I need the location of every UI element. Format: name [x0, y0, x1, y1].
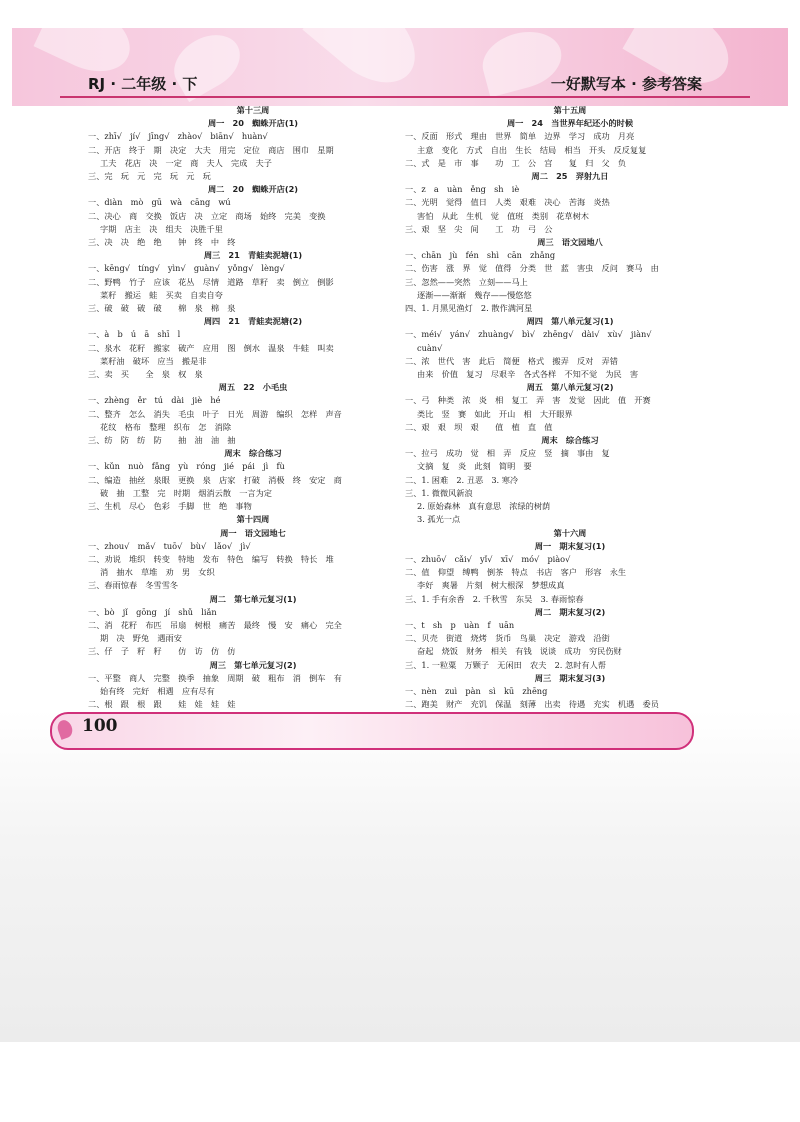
answer-line: 一、平整 商人 完整 换季 抽象 周期 破 粗布 消 倒车 有: [88, 672, 342, 683]
answer-line: 消 抽水 草堆 劝 男 女织: [100, 567, 215, 578]
answer-line: 三、忽然——突然 立刻——马上: [405, 276, 528, 287]
answer-line: 二、野鸭 竹子 应该 花丛 尽情 道路 草籽 卖 倒立 倒影: [88, 276, 334, 287]
answer-line: 二、光明 觉得 值日 人类 艰难 决心 苦海 炎热: [405, 197, 610, 208]
header-title: 一好默写本 · 参考答案: [550, 75, 702, 93]
answer-line: 一、kǔn nuò fǎng yù róng jié pái jì fù: [88, 461, 285, 472]
section-heading: 周三 期末复习(3): [534, 672, 606, 683]
answer-line: 一、zhèng ěr tú dài jiè hé: [88, 395, 221, 406]
section-heading: 周三 第七单元复习(2): [209, 659, 297, 670]
answer-line: 2. 原始森林 真有意思 浓绿的树荫: [417, 501, 551, 512]
answer-line: 期 决 野兔 遇雨安: [100, 633, 182, 644]
answer-line: 类比 竖 赛 如此 开山 相 大开眼界: [417, 408, 573, 419]
answer-line: 一、à b ú ā shī l: [88, 329, 181, 340]
week-heading: 第十四周: [236, 514, 270, 525]
answer-line: cuàn√: [417, 342, 443, 353]
answer-line: 二、贝壳 街道 烧烤 货币 鸟巢 决定 游戏 沿街: [405, 633, 610, 644]
answer-line: 一、t sh p uàn f uān: [405, 619, 515, 630]
section-heading: 周一 语文园地七: [220, 527, 286, 538]
answer-line: 二、浓 世代 害 此后 简便 格式 搬弄 反对 弄错: [405, 355, 618, 366]
week-heading: 第十三周: [236, 105, 270, 115]
header-divider: [60, 96, 750, 98]
answer-line: 二、伤害 涨 界 觉 值得 分类 世 蓝 害虫 反问 赛马 由: [405, 263, 659, 274]
answer-line: 一、弓 种类 浓 炎 相 复工 弄 害 发觉 因此 值 开赛: [405, 395, 651, 406]
answer-line: 一、chān jù fén shì cān zhǎng: [405, 250, 556, 261]
answer-line: 李好 爽暑 片刻 树大根深 梦想成真: [417, 580, 565, 591]
section-heading: 周二 第七单元复习(1): [209, 593, 297, 604]
answer-line: 3. 孤光一点: [417, 514, 461, 525]
answer-line: 二、式 是 市 事 功 工 公 宫 复 归 父 负: [405, 157, 627, 168]
answer-line: 二、决心 商 交换 饭店 决 立定 商场 始终 完美 变换: [88, 210, 326, 221]
section-heading: 周二 25 羿射九日: [531, 171, 609, 182]
section-heading: 周四 21 青蛙卖泥塘(2): [203, 316, 303, 327]
page-bottom-shade: [0, 710, 800, 1042]
answer-line: 逐渐——渐渐 幾存——慢悠悠: [417, 289, 532, 300]
answer-line: 二、劝说 堆织 转变 特地 发布 特色 编写 转换 特长 堆: [88, 553, 334, 564]
section-heading: 周四 第八单元复习(1): [526, 316, 614, 327]
answer-line: 奋起 烧饭 财务 相关 有钱 说谈 成功 穷民伤财: [417, 646, 622, 657]
answer-line: 一、kēng√ tíng√ yìn√ guàn√ yǒng√ lèng√: [88, 263, 285, 274]
answer-line: 三、生机 尽心 色彩 手脚 世 绝 事物: [88, 501, 252, 512]
answer-line: 四、1. 月黑见渔灯 2. 散作满河星: [405, 303, 533, 314]
answer-line: 一、bò jǐ gōng jí shǔ liǎn: [88, 606, 217, 617]
answer-line: 一、zhuō√ cǎi√ yǐ√ xī√ mó√ piào√: [405, 553, 571, 564]
section-heading: 周末 综合练习: [541, 435, 599, 446]
answer-line: 二、艰 艰 坝 艰 值 植 直 值: [405, 421, 553, 432]
answer-line: 二、开店 终于 期 决定 大夫 用完 定位 商店 围巾 星期: [88, 144, 334, 155]
section-heading: 周二 期末复习(2): [534, 606, 606, 617]
answer-line: 花纹 格布 整理 织布 怎 消除: [100, 421, 232, 432]
section-heading: 周一 期末复习(1): [534, 540, 606, 551]
answer-line: 三、春雨惊春 冬雪雪冬: [88, 580, 179, 591]
answer-line: 三、决 决 绝 绝 钟 终 中 终: [88, 237, 236, 248]
answer-line: 三、仔 子 籽 籽 仿 访 仿 仿: [88, 646, 236, 657]
answer-line: 二、泉水 花籽 搬家 破产 应用 图 倒水 温泉 牛蛙 叫卖: [88, 342, 334, 353]
answer-line: 二、根 跟 根 跟 娃 娃 娃 娃: [88, 699, 236, 710]
header-banner: [12, 28, 788, 106]
section-heading: 周五 22 小毛虫: [218, 382, 288, 393]
answer-line: 工夫 花店 决 一定 商 夫人 完成 夫子: [100, 157, 272, 168]
week-heading: 第十五周: [553, 105, 587, 115]
section-heading: 周一 20 蜘蛛开店(1): [207, 118, 299, 129]
section-heading: 周三 语文园地八: [537, 237, 603, 248]
answer-line: 文摘 复 炎 此刻 简明 要: [417, 461, 532, 472]
answer-line: 菜籽 搬运 蛙 买卖 自卖自夸: [100, 289, 223, 300]
answer-line: 字期 店主 决 组夫 决胜千里: [100, 223, 223, 234]
answer-line: 二、1. 困难 2. 丑恶 3. 寒冷: [405, 474, 519, 485]
answer-line: 害怕 从此 生机 觉 值班 类别 花草树木: [417, 210, 589, 221]
section-heading: 周二 20 蜘蛛开店(2): [207, 184, 299, 195]
answer-line: 三、卖 买 全 泉 权 泉: [88, 369, 203, 380]
answer-line: 主意 变化 方式 自出 生长 结局 相当 开头 反反复复: [417, 144, 647, 155]
answer-line: 一、nèn zuì pàn sì kū zhēng: [405, 685, 548, 696]
section-heading: 周五 第八单元复习(2): [526, 382, 614, 393]
page-number: 100: [82, 716, 118, 736]
answer-line: 三、1. 一粒粟 万颗子 无闲田 农夫 2. 忽时有人帮: [405, 659, 606, 670]
answer-line: 二、消 花籽 布匹 吊扇 树根 痛苦 最终 慢 安 痛心 完全: [88, 619, 342, 630]
header-grade-label: RJ · 二年级 · 下: [88, 75, 198, 93]
footer-band: [50, 712, 694, 750]
answer-line: 一、z a uàn ěng sh iè: [405, 184, 520, 195]
answer-line: 二、编造 抽丝 泉眼 更换 泉 店家 打破 消极 终 安定 商: [88, 474, 342, 485]
answer-line: 一、拉弓 成功 觉 相 弄 反应 竖 摘 事由 复: [405, 448, 610, 459]
section-heading: 周一 24 当世界年纪还小的时候: [506, 118, 634, 129]
answer-line: 菜籽油 破坏 应当 搬是非: [100, 355, 207, 366]
answer-line: 三、1. 微微风新浪: [405, 487, 473, 498]
answer-line: 一、zhou√ mǎ√ tuō√ bù√ lǎo√ jì√: [88, 540, 251, 551]
answer-line: 三、纺 防 纺 防 抽 油 油 抽: [88, 435, 236, 446]
section-heading: 周三 21 青蛙卖泥塘(1): [203, 250, 303, 261]
answer-line: 三、完 玩 元 完 玩 元 玩: [88, 171, 211, 182]
answer-line: 二、值 仰望 缚鸭 倒茶 特点 书店 客户 形容 永生: [405, 567, 627, 578]
week-heading: 第十六周: [553, 527, 587, 538]
answer-line: 二、整齐 怎么 消失 毛虫 叶子 日光 周游 编织 怎样 声音: [88, 408, 342, 419]
section-heading: 周末 综合练习: [224, 448, 282, 459]
answer-line: 三、艰 坚 尖 间 工 功 弓 公: [405, 223, 553, 234]
answer-line: 始有终 完好 相遇 应有尽有: [100, 685, 215, 696]
answer-line: 破 抽 工整 完 时期 烟消云散 一言为定: [100, 487, 272, 498]
answer-line: 一、méi√ yán√ zhuàng√ bì√ zhēng√ dài√ xù√ jiàn√: [405, 329, 652, 340]
answer-line: 三、破 破 破 破 棉 泉 棉 泉: [88, 303, 236, 314]
answer-line: 一、diàn mò gū wà cāng wú: [88, 197, 231, 208]
answer-line: 一、zhī√ jí√ jīng√ zhào√ biān√ huàn√: [88, 131, 268, 142]
answer-line: 一、反面 形式 理由 世界 简单 边界 学习 成功 月亮: [405, 131, 635, 142]
answer-line: 由来 价值 复习 尽艰辛 各式各样 不知不觉 为民 害: [417, 369, 639, 380]
answer-line: 三、1. 手有余香 2. 千秋雪 东吴 3. 春雨惊春: [405, 593, 584, 604]
answer-line: 二、跑美 财产 充饥 保温 刻薄 出卖 待遇 充实 机遇 委员: [405, 699, 659, 710]
